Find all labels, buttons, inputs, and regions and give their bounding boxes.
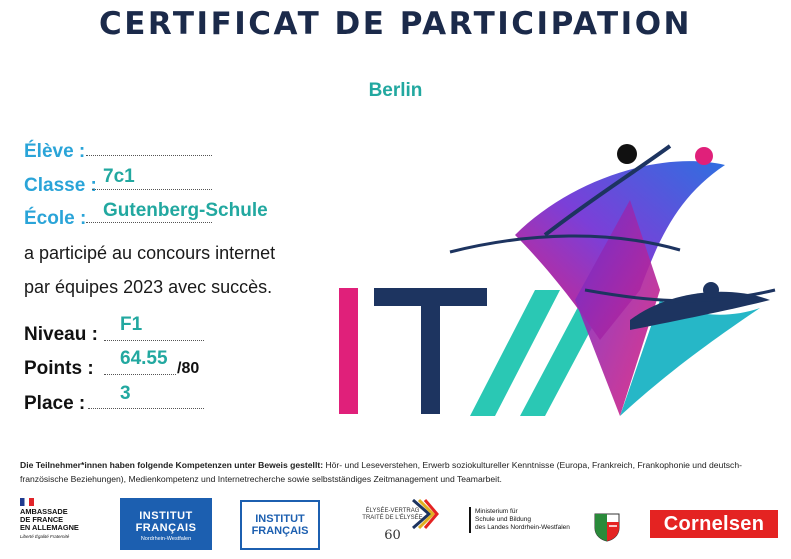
classe-dotted-line — [92, 189, 212, 190]
ambassade-line-1: AMBASSADE — [20, 507, 68, 516]
elysee-line2: TRAITÉ DE L'ÉLYSÉE — [362, 515, 423, 521]
institut1-line1: INSTITUT — [139, 510, 193, 522]
competencies-note — [20, 458, 775, 486]
institut2-line1: INSTITUT — [255, 513, 305, 525]
institut-francais-nrw-logo — [120, 498, 212, 550]
eleve-label: Élève : — [24, 141, 86, 162]
ambassade-line-2: DE FRANCE — [20, 515, 64, 524]
institut1-line2: FRANÇAIS — [135, 522, 197, 534]
participation-text-line2: par équipes 2023 avec succès. — [24, 277, 273, 297]
elysee-line1: ÉLYSÉE-VERTRAG — [365, 508, 420, 514]
ministerium-logo — [475, 508, 570, 532]
place-dotted-line — [88, 408, 204, 409]
ministerium-line2: Schule und Bildung — [475, 516, 532, 523]
french-flag-icon — [20, 498, 34, 506]
eleve-dotted-line — [86, 155, 212, 156]
niveau-label: Niveau : — [24, 324, 98, 345]
itw-logo — [330, 140, 780, 430]
competencies-note-text: Hör- und Leseverstehen, Erwerb soziokultureller Kenntnisse (Europa, Frankreich, Frankophonie und deutsch-französische Beziehungen), Medienkompetenz und Internetrecherche sowie selbstständiges Zeitmanagement und Teamarbeit. — [20, 460, 742, 484]
place-label: Place : — [24, 393, 86, 414]
institut1-sub: Nordrhein-Westfalen — [140, 536, 192, 542]
ministerium-line3: des Landes Nordrhein-Westfalen — [475, 524, 570, 531]
city-name: Berlin — [368, 80, 423, 101]
points-dotted-line — [104, 374, 176, 375]
points-max: /80 — [177, 360, 200, 377]
ecole-dotted-line — [86, 222, 212, 223]
elysee-years: 60 — [384, 528, 401, 543]
ambassade-logo — [20, 498, 79, 539]
ecole-value: Gutenberg-Schule — [103, 200, 268, 221]
elysee-emblem-icon — [409, 498, 449, 532]
sponsor-logos — [0, 494, 791, 559]
classe-label: Classe : — [24, 175, 97, 196]
classe-value: 7c1 — [103, 166, 135, 187]
niveau-value: F1 — [120, 314, 143, 335]
institut-francais-logo — [240, 500, 320, 550]
place-value: 3 — [120, 383, 131, 404]
niveau-dotted-line — [104, 340, 204, 341]
ambassade-motto: Liberté Égalité Fraternité — [20, 534, 70, 539]
ministerium-line1: Ministerium für — [475, 508, 518, 515]
points-value: 64.55 — [120, 348, 168, 369]
competencies-note-bold: Die Teilnehmer*innen haben folgende Kompetenzen unter Beweis gestellt: — [20, 460, 324, 470]
ecole-label: École : — [24, 208, 87, 229]
nrw-crest-icon — [592, 512, 622, 542]
ambassade-line-3: EN ALLEMAGNE — [20, 523, 79, 532]
institut2-line2: FRANÇAIS — [251, 525, 309, 537]
points-label: Points : — [24, 358, 94, 379]
elysee-logo — [345, 508, 440, 543]
cornelsen-logo: Cornelsen — [650, 510, 778, 538]
certificate-title: CERTIFICAT DE PARTICIPATION — [98, 6, 693, 42]
participation-text-line1: a participé au concours internet — [24, 243, 276, 263]
